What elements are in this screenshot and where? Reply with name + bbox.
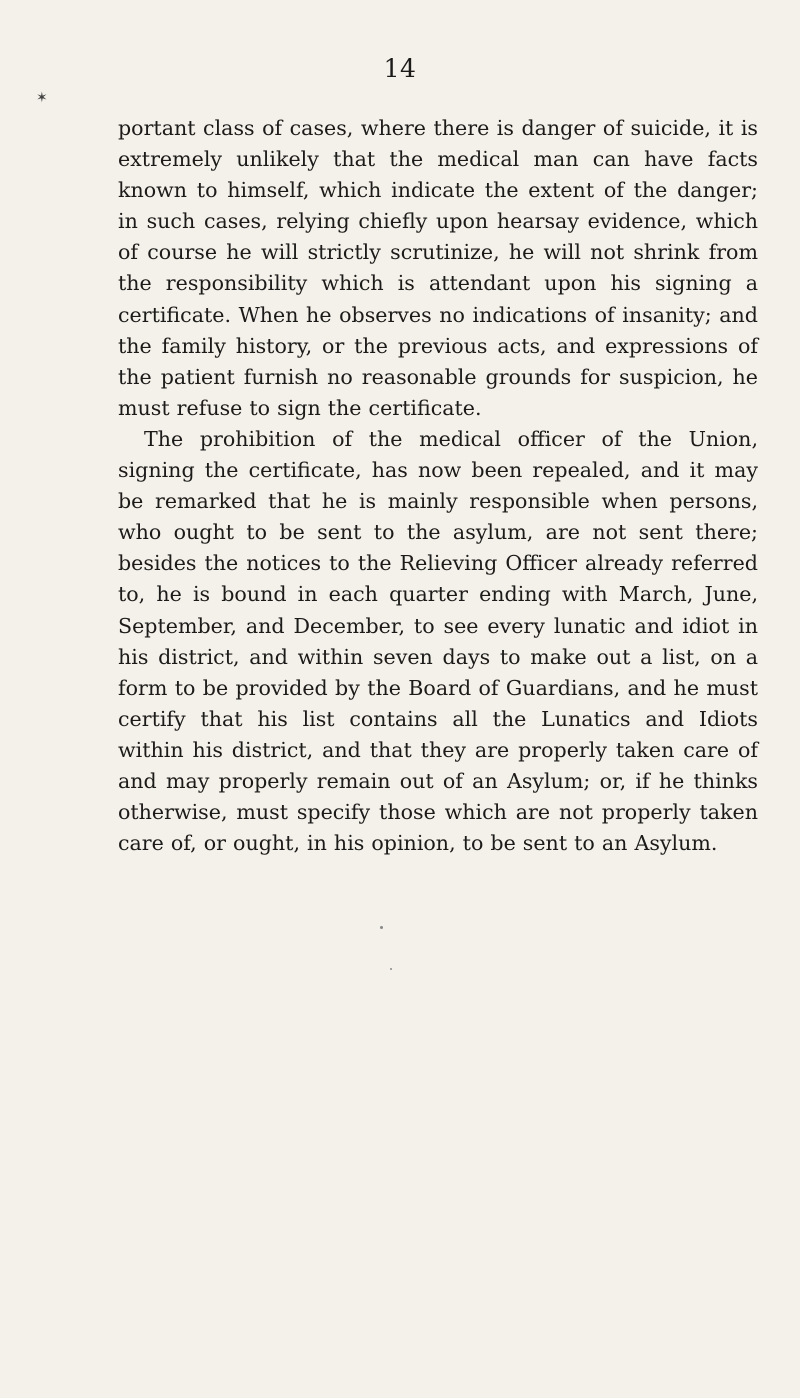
page-number: 14 xyxy=(383,54,417,83)
print-speck xyxy=(390,968,392,970)
paragraph-1: portant class of cases, where there is danger of suicide, it is extremely unlikely that the medical man can have facts known to himself, which indicate the extent of the danger; in such cases, relying chiefly upon hearsay evidence, which of course he will strictly scrutinize, he will not shrink from the responsibility which is attendant upon his signing a certificate. When he observes no indications of insanity; and the family history, or the previous acts, and expressions of the patient furnish no reasonable grounds for suspicion, he must refuse to sign the certificate. xyxy=(118,116,758,420)
margin-mark-icon: ✶ xyxy=(36,90,48,106)
paragraph-2: The prohibition of the medical officer of the Union, signing the certificate, has now been repealed, and it may be remarked that he is mainly responsible when persons, who ought to be sent to the asylum, are not sent there; besides the notices to the Relieving Officer already referred to, he is bound in each quarter ending with March, June, September, and December, to see every lunatic and idiot in his district, and within seven days to make out a list, on a form to be provided by the Board of Guardians, and he must certify that his list contains all the Lunatics and Idiots within his district, and that they are properly taken care of and may properly remain out of an Asylum; or, if he thinks otherwise, must specify those which are not properly taken care of, or ought, in his opinion, to be sent to an Asylum. xyxy=(118,426,758,856)
print-speck xyxy=(380,926,383,929)
body-text xyxy=(118,113,758,859)
